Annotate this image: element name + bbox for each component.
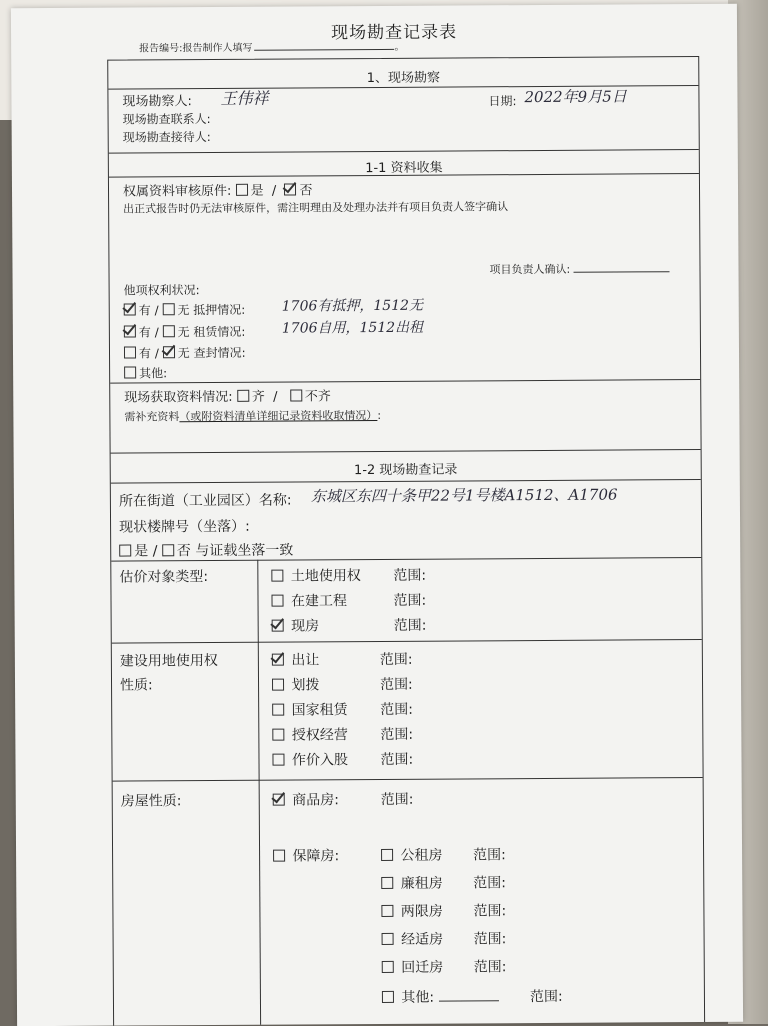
checkbox-complete[interactable]	[237, 390, 249, 402]
checkbox-seal-no[interactable]	[163, 346, 175, 358]
checkbox-resettlement[interactable]	[382, 961, 394, 973]
incomplete-label: 不齐	[304, 389, 331, 405]
scope-label: 范围:	[379, 676, 413, 693]
surveyor-label: 现场勘察人:	[122, 94, 192, 110]
match-yes-label: 是	[134, 543, 149, 560]
checkbox-capital-contribution[interactable]	[272, 754, 284, 766]
affordable-row	[273, 845, 339, 865]
street-label: 所在街道（工业园区）名称:	[118, 492, 292, 510]
checkbox-lease-yes[interactable]	[124, 325, 136, 337]
report-no-label: 报告编号:	[139, 43, 183, 55]
land-use-label-1: 建设用地使用权	[119, 652, 218, 670]
affordable-sub-row	[382, 929, 444, 949]
review-note: 出正式报告时仍无法审核原件，需注明理由及处理办法并有项目负责人签字确认	[123, 200, 509, 216]
scope-label: 范围:	[529, 988, 563, 1006]
review-yes-label: 是	[250, 183, 264, 199]
seal-label: 查封情况:	[193, 345, 246, 361]
affordable-type: 两限房	[400, 903, 443, 920]
checkbox-lease-no[interactable]	[163, 325, 175, 337]
commercial-row	[273, 789, 339, 809]
report-number	[139, 38, 404, 55]
checkbox-mortgage-yes[interactable]	[124, 303, 136, 315]
checkbox-affordable-other[interactable]	[382, 991, 394, 1003]
checkbox-review-yes[interactable]	[236, 184, 248, 196]
divider	[113, 777, 703, 782]
scope-label: 范围:	[380, 751, 414, 768]
scope-label: 范围:	[393, 592, 427, 609]
affordable-sub-row	[381, 845, 443, 865]
scope-label: 范围:	[473, 959, 507, 976]
lease-label: 租赁情况:	[193, 324, 246, 340]
leader-signature-line[interactable]	[574, 271, 670, 273]
leader-confirm	[489, 260, 669, 277]
scope-label: 范围:	[380, 791, 414, 808]
other-label: 其他:	[139, 366, 168, 381]
affordable-sub-row	[382, 957, 444, 977]
other-row	[124, 364, 167, 381]
affordable-type: 廉租房	[400, 875, 443, 892]
house-nature-label: 房屋性质:	[120, 793, 182, 810]
complete-label: 齐	[251, 389, 265, 405]
match-no-label: 否	[176, 543, 191, 560]
match-label: 与证载坐落一致	[195, 542, 294, 560]
scope-label: 范围:	[473, 931, 507, 948]
land-use-item: 划拨	[291, 677, 320, 694]
supplement-label: 需补充资料	[124, 410, 180, 424]
affordable-sub-row	[381, 901, 443, 921]
report-no-line	[255, 49, 395, 51]
yes-label: 有	[138, 303, 151, 318]
street-value: 东城区东四十条甲22号1号楼A1512、A1706	[310, 485, 618, 506]
object-type-row	[271, 590, 347, 610]
checkbox-affordable[interactable]	[273, 850, 285, 862]
divider	[112, 639, 702, 644]
affordable-sub-row	[381, 873, 443, 893]
object-type-item: 土地使用权	[290, 568, 361, 585]
mortgage-row: 有 / 无 抵押情况:	[124, 301, 246, 319]
section-1-2-header: 1-2 现场勘查记录	[353, 462, 458, 479]
contact-label: 现场勘查联系人:	[122, 112, 211, 127]
commercial-label: 商品房:	[292, 792, 339, 809]
checkbox-under-construction[interactable]	[271, 595, 283, 607]
checkbox-low-rent[interactable]	[381, 877, 393, 889]
checkbox-review-no[interactable]	[284, 183, 296, 195]
review-no-label: 否	[299, 183, 313, 199]
address-match-row: 是 / 否 与证载坐落一致	[119, 540, 293, 561]
supplement-note: （或附资料清单详细记录资料收取情况）	[179, 408, 378, 424]
checkbox-mortgage-no[interactable]	[162, 303, 174, 315]
affordable-type: 经适房	[401, 931, 444, 948]
land-use-row	[272, 699, 348, 719]
plate-label: 现状楼牌号（坐落）:	[119, 518, 250, 536]
lease-row: 有 / 无 租赁情况:	[124, 323, 246, 341]
land-use-row	[272, 749, 348, 769]
checkbox-state-lease[interactable]	[272, 704, 284, 716]
seal-row: 有 / 无 查封情况:	[124, 344, 246, 362]
scope-label: 范围:	[380, 701, 413, 718]
divider	[110, 379, 700, 384]
divider	[111, 449, 701, 454]
land-use-row	[272, 724, 348, 744]
column-divider	[257, 560, 261, 1026]
land-use-item: 出让	[291, 652, 320, 669]
other-rights-label: 他项权利状况:	[123, 283, 200, 298]
land-use-label-2: 性质:	[119, 677, 153, 694]
scope-label: 范围:	[473, 903, 507, 920]
checkbox-transfer[interactable]	[272, 654, 284, 666]
checkbox-authorized-operation[interactable]	[272, 729, 284, 741]
scope-label: 范围:	[380, 726, 414, 743]
leader-confirm-label: 项目负责人确认:	[489, 262, 571, 277]
affordable-type: 公租房	[400, 847, 443, 864]
land-use-row	[272, 649, 320, 669]
checkbox-allocation[interactable]	[272, 679, 284, 691]
checkbox-existing-house[interactable]	[272, 620, 284, 632]
yes-label: 有	[138, 346, 152, 361]
affordable-label: 保障房:	[292, 848, 340, 865]
affordable-type: 回迁房	[401, 959, 444, 976]
no-label: 无	[177, 303, 190, 318]
no-label: 无	[177, 346, 190, 361]
scope-label: 范围:	[393, 617, 427, 634]
land-use-item: 作价入股	[291, 752, 348, 769]
lease-value: 1706自用，1512出租	[281, 319, 424, 337]
review-label: 权属资料审核原件:	[122, 183, 232, 200]
no-label: 无	[177, 325, 190, 340]
scope-label: 范围:	[393, 567, 427, 584]
report-no-value: 报告制作人填写	[182, 42, 253, 55]
mortgage-label: 抵押情况:	[193, 302, 246, 318]
object-type-item: 现房	[291, 618, 320, 635]
checkbox-seal-yes[interactable]	[124, 346, 136, 358]
yes-label: 有	[138, 325, 151, 340]
review-original-row: 权属资料审核原件: 是 / 否	[122, 183, 313, 200]
checkbox-economic-housing[interactable]	[382, 933, 394, 945]
checkbox-match-yes[interactable]	[119, 545, 131, 557]
object-type-item: 在建工程	[290, 593, 348, 610]
checkbox-price-limited[interactable]	[381, 905, 393, 917]
section-1-1-header: 1-1 资料收集	[365, 160, 443, 177]
checkbox-public-rental[interactable]	[381, 849, 393, 861]
surveyor-signature: 王伟祥	[220, 88, 269, 108]
date-value: 2022年9月5日	[524, 87, 627, 107]
paper-sheet	[11, 4, 743, 1026]
affordable-sub-row	[382, 986, 499, 1007]
other-fill-line[interactable]	[439, 1000, 499, 1001]
land-use-item: 授权经营	[291, 727, 348, 744]
doc-title: 现场勘查记录表	[330, 22, 458, 44]
onsite-label: 现场获取资料情况:	[124, 389, 233, 406]
report-no-trailing: 。	[394, 41, 405, 53]
checkbox-incomplete[interactable]	[290, 389, 302, 401]
reception-label: 现场勘查接待人:	[122, 130, 211, 145]
supplement-row	[124, 407, 381, 425]
checkbox-commercial[interactable]	[273, 794, 285, 806]
checkbox-land-use-right[interactable]	[271, 570, 283, 582]
scope-label: 范围:	[379, 651, 413, 668]
section-1-header: 1、现场勘察	[366, 70, 441, 87]
survey-form	[107, 56, 705, 1026]
scope-label: 范围:	[473, 847, 506, 864]
date-label: 日期:	[488, 94, 517, 109]
scope-label: 范围:	[473, 875, 507, 892]
affordable-type: 其他:	[401, 989, 435, 1006]
object-type-label: 估价对象类型:	[119, 569, 209, 586]
checkbox-match-no[interactable]	[162, 544, 174, 556]
object-type-row	[272, 615, 320, 635]
onsite-row: 现场获取资料情况: 齐 / 不齐	[124, 389, 331, 406]
checkbox-other[interactable]	[124, 366, 136, 378]
land-use-item: 国家租赁	[291, 702, 348, 719]
object-type-row	[271, 565, 361, 586]
supplement-colon: :	[377, 408, 382, 422]
mortgage-value: 1706有抵押，1512无	[281, 297, 424, 315]
divider	[109, 149, 699, 154]
land-use-row	[272, 674, 320, 694]
